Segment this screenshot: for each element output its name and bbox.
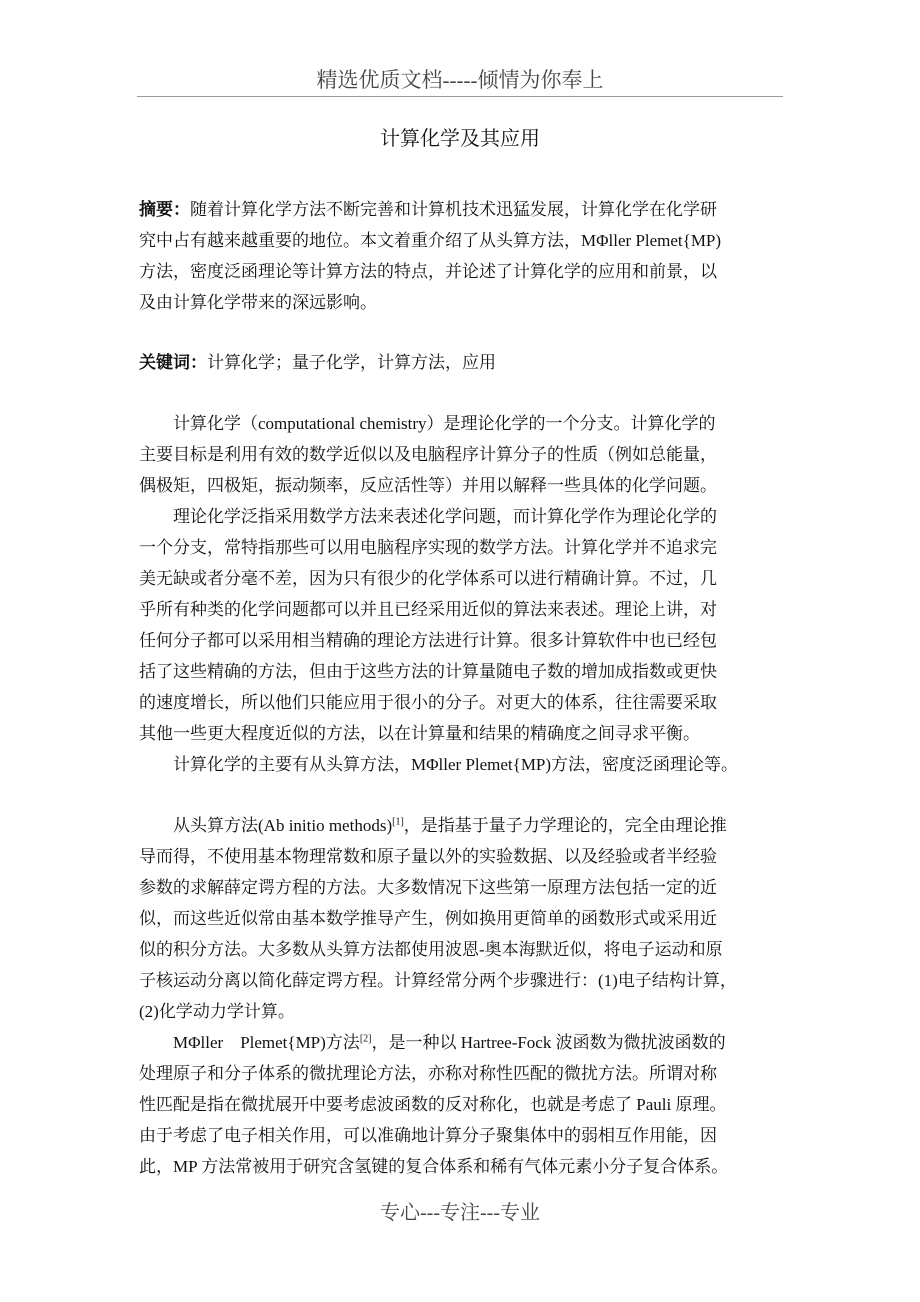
text-line: 由于考虑了电子相关作用，可以准确地计算分子聚集体中的弱相互作用能，因 (139, 1126, 717, 1145)
text-line: 导而得，不使用基本物理常数和原子量以外的实验数据、以及经验或者半经验 (139, 847, 717, 866)
text-line: 究中占有越来越重要的地位。本文着重介绍了从头算方法，MΦller Plemet{MP) (139, 231, 722, 250)
keywords-text: 计算化学；量子化学，计算方法，应用 (207, 353, 496, 372)
header-divider (137, 96, 783, 97)
text-line: 乎所有种类的化学问题都可以并且已经采用近似的算法来表述。理论上讲，对 (139, 600, 717, 619)
text-line: 似的积分方法。大多数从头算方法都使用波恩-奥本海默近似，将电子运动和原 (139, 940, 723, 959)
abstract-label: 摘要： (139, 200, 190, 219)
text-line: 此，MP 方法常被用于研究含氢键的复合体系和稀有气体元素小分子复合体系。 (139, 1157, 729, 1176)
text-line: 括了这些精确的方法，但由于这些方法的计算量随电子数的增加成指数或更快 (139, 662, 717, 681)
citation-ref: [2] (359, 1033, 372, 1045)
keywords-label: 关键词： (139, 353, 207, 372)
text-line: 理论化学泛指采用数学方法来表述化学问题，而计算化学作为理论化学的 (173, 507, 717, 526)
text-line: 处理原子和分子体系的微扰理论方法，亦称对称性匹配的微扰方法。所谓对称 (139, 1064, 717, 1083)
text-span: 从头算方法(Ab initio methods) (173, 816, 393, 835)
abstract (139, 194, 789, 318)
text-line: 参数的求解薛定谔方程的方法。大多数情况下这些第一原理方法包括一定的近 (139, 878, 717, 897)
text-line: 计算化学的主要有从头算方法，MΦller Plemet{MP)方法，密度泛函理论等。 (173, 755, 739, 774)
page-header: 精选优质文档-----倾情为你奉上 (316, 68, 604, 92)
text-line: 其他一些更大程度近似的方法，以在计算量和结果的精确度之间寻求平衡。 (139, 724, 700, 743)
paragraph-1 (139, 408, 789, 780)
text-line: (2)化学动力学计算。 (139, 1002, 295, 1021)
text-line: 主要目标是利用有效的数学近似以及电脑程序计算分子的性质（例如总能量， (139, 445, 717, 464)
text-line: 美无缺或者分毫不差，因为只有很少的化学体系可以进行精确计算。不过，几 (139, 569, 717, 588)
text-line: 方法，密度泛函理论等计算方法的特点，并论述了计算化学的应用和前景，以 (139, 262, 717, 281)
text-line: 随着计算化学方法不断完善和计算机技术迅猛发展，计算化学在化学研 (190, 200, 717, 219)
text-line: 性匹配是指在微扰展开中要考虑波函数的反对称化，也就是考虑了 Pauli 原理。 (139, 1095, 727, 1114)
text-line: 子核运动分离以简化薛定谔方程。计算经常分两个步骤进行：(1)电子结构计算， (139, 971, 737, 990)
text-line: 任何分子都可以采用相当精确的理论方法进行计算。很多计算软件中也已经包 (139, 631, 717, 650)
text-span: MΦller Plemet{MP)方法 (173, 1033, 360, 1052)
page-footer: 专心---专注---专业 (380, 1202, 540, 1224)
text-line: 一个分支，常特指那些可以用电脑程序实现的数学方法。计算化学并不追求完 (139, 538, 717, 557)
paragraph-ab-initio (139, 810, 789, 1182)
text-line: 似，而这些近似常由基本数学推导产生，例如换用更简单的函数形式或采用近 (139, 909, 717, 928)
text-line: 计算化学（computational chemistry）是理论化学的一个分支。计算化学的 (173, 414, 716, 433)
text-span: ，是指基于量子力学理论的，完全由理论推 (403, 816, 727, 835)
text-line: 偶极矩，四极矩，振动频率，反应活性等）并用以解释一些具体的化学问题。 (139, 476, 717, 495)
text-span: ，是一种以 Hartree-Fock 波函数为微扰波函数的 (371, 1033, 726, 1052)
keywords (139, 347, 789, 378)
document-title: 计算化学及其应用 (380, 128, 540, 150)
citation-ref: [1] (392, 816, 404, 828)
text-line: 及由计算化学带来的深远影响。 (139, 293, 377, 312)
text-line: 的速度增长，所以他们只能应用于很小的分子。对更大的体系，往往需要采取 (139, 693, 717, 712)
